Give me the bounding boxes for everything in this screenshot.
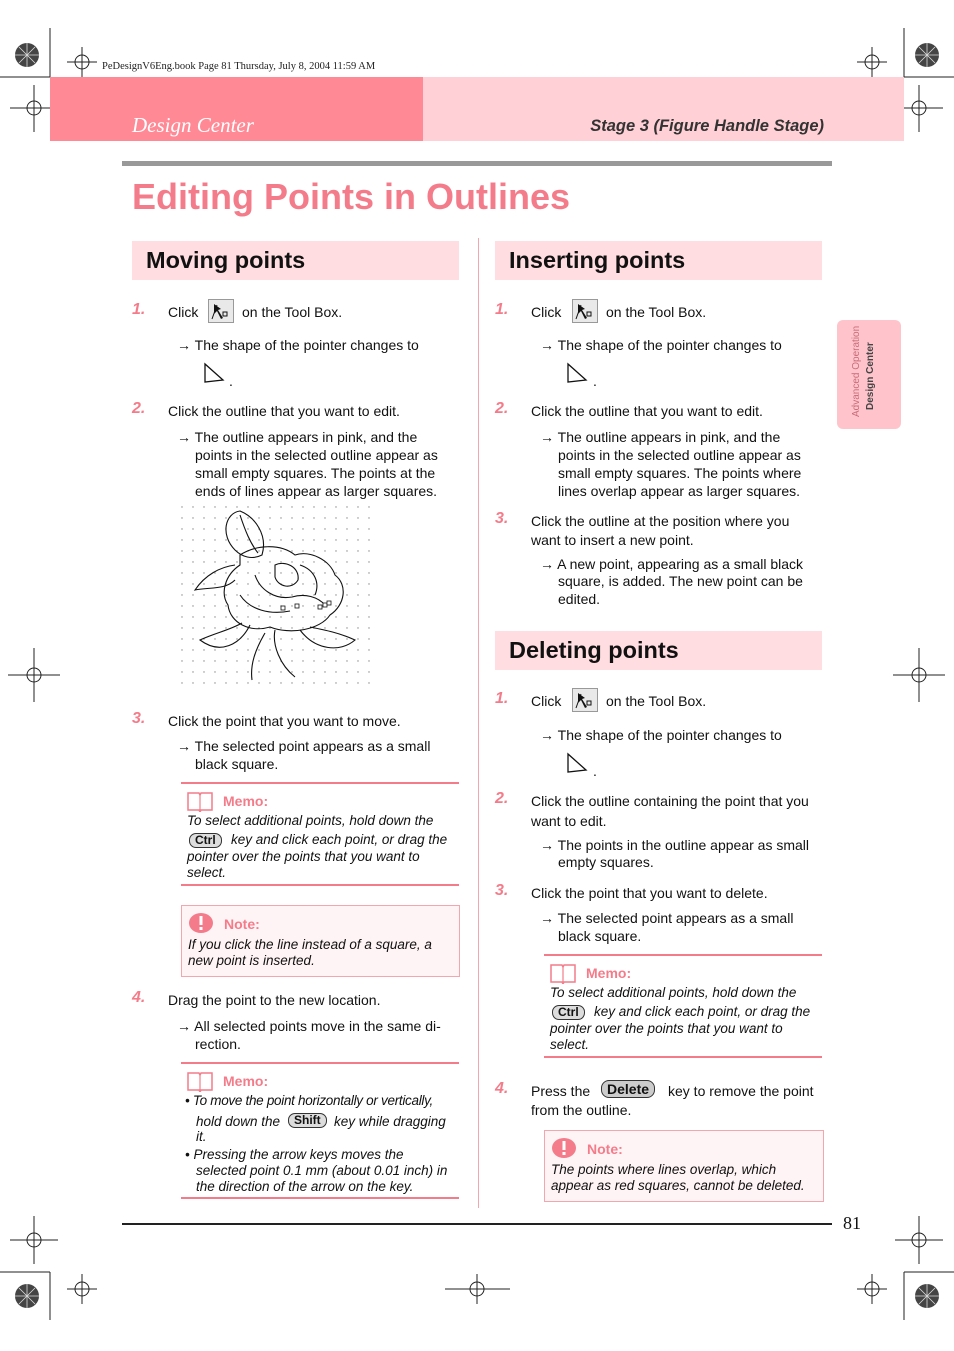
book-icon <box>187 790 213 812</box>
step-number: 1. <box>495 301 509 318</box>
step-number: 3. <box>495 882 509 899</box>
result-text: small empty squares. The points at the <box>195 465 436 481</box>
rose-outline-illustration <box>180 505 375 685</box>
print-metadata: PeDesignV6Eng.book Page 81 Thursday, July 8, 2004 11:59 AM <box>102 61 376 72</box>
memo-text: key and click each point, or drag the <box>231 832 448 847</box>
step-number: 4. <box>132 989 146 1006</box>
note-text: new point is inserted. <box>188 953 315 968</box>
step-number: 4. <box>495 1080 509 1097</box>
pointer-cursor-icon <box>203 362 225 386</box>
step-text: Click the outline that you want to edit. <box>531 403 763 419</box>
result-text: square, is added. The new point can be <box>558 573 803 589</box>
title-rule <box>122 161 832 166</box>
header-section-title: Stage 3 (Figure Handle Stage) <box>590 117 824 135</box>
delete-key: Delete <box>601 1080 655 1099</box>
memo-text: • Pressing the arrow keys moves the <box>185 1147 404 1162</box>
step-text: Click the outline that you want to edit. <box>168 403 400 419</box>
deleting-points-heading: Deleting points <box>495 631 822 670</box>
step-number: 1. <box>132 301 146 318</box>
result-text: black square. <box>558 928 642 944</box>
step-text: Click the point that you want to move. <box>168 713 401 729</box>
step-text: Drag the point to the new location. <box>168 992 381 1008</box>
memo-text: pointer over the points that you want to <box>550 1021 783 1036</box>
result-text: → All selected points move in the same di- <box>177 1018 441 1034</box>
memo-text: • To move the point horizontally or vertically, <box>185 1093 433 1108</box>
result-text: → The outline appears in pink, and the <box>177 429 418 445</box>
point-edit-tool-icon[interactable] <box>572 688 598 712</box>
note-box <box>181 905 460 977</box>
page-number: 81 <box>843 1213 861 1233</box>
step-text: Click <box>531 693 562 709</box>
result-text: empty squares. <box>558 854 654 870</box>
step-text: key to remove the point <box>668 1083 814 1099</box>
memo-box <box>544 954 822 1058</box>
result-text: points in the selected outline appear as <box>195 447 438 463</box>
page-title: Editing Points in Outlines <box>132 176 570 217</box>
memo-text: key and click each point, or drag the <box>594 1004 811 1019</box>
inserting-points-heading: Inserting points <box>495 241 822 280</box>
memo-text: the direction of the arrow on the key. <box>196 1179 414 1194</box>
memo-header: Memo: <box>550 962 576 984</box>
result-text: → The points in the outline appear as small <box>540 837 810 853</box>
memo-text: hold down the <box>196 1114 281 1129</box>
point-edit-tool-icon[interactable] <box>572 299 598 323</box>
warning-icon <box>551 1137 579 1159</box>
result-text: black square. <box>195 756 279 772</box>
step-text: from the outline. <box>531 1102 632 1118</box>
note-text: If you click the line instead of a square, a <box>188 937 432 952</box>
step-text: Click <box>531 304 562 320</box>
note-box <box>544 1130 824 1202</box>
step-number: 2. <box>495 400 509 417</box>
period: . <box>229 373 233 389</box>
note-header: Note: <box>188 912 216 937</box>
step-number: 1. <box>495 690 509 707</box>
period: . <box>593 763 597 779</box>
step-text: Click the outline at the position where you <box>531 513 790 529</box>
memo-box <box>181 782 459 886</box>
warning-icon <box>188 912 216 934</box>
side-tab <box>837 320 901 429</box>
memo-text: pointer over the points that you want to <box>187 849 420 864</box>
result-text: rection. <box>195 1036 241 1052</box>
step-text: Click <box>168 304 199 320</box>
result-text: → The shape of the pointer changes to <box>540 727 782 743</box>
note-text: The points where lines overlap, which <box>551 1162 777 1177</box>
step-text: on the Tool Box. <box>606 693 707 709</box>
result-text: ends of lines appear as larger squares. <box>195 483 438 499</box>
side-tab-line2: Design Center <box>865 342 876 410</box>
header-left-band <box>50 77 423 141</box>
pointer-cursor-icon <box>566 752 588 776</box>
memo-text <box>552 1003 585 1020</box>
book-icon <box>187 1070 213 1092</box>
period: . <box>593 373 597 389</box>
result-text: small empty squares. The points where <box>558 465 802 481</box>
step-text: on the Tool Box. <box>606 304 707 320</box>
memo-text: To select additional points, hold down the <box>187 813 434 828</box>
memo-text: select. <box>187 865 227 880</box>
step-number: 3. <box>132 710 146 727</box>
memo-header: Memo: <box>187 790 213 812</box>
note-text: appear as red squares, cannot be deleted. <box>551 1178 805 1193</box>
result-text: lines overlap appear as larger squares. <box>558 483 801 499</box>
memo-header: Memo: <box>187 1070 213 1092</box>
result-text: → The shape of the pointer changes to <box>540 337 782 353</box>
ctrl-key: Ctrl <box>552 1005 585 1020</box>
ctrl-key: Ctrl <box>189 833 222 848</box>
memo-text <box>288 1111 327 1128</box>
book-icon <box>550 962 576 984</box>
result-text: → The selected point appears as a small <box>540 910 794 926</box>
step-text: on the Tool Box. <box>242 304 343 320</box>
pointer-cursor-icon <box>566 362 588 386</box>
header-right-band <box>423 77 904 141</box>
step-text: Click the point that you want to delete. <box>531 885 768 901</box>
result-text: → A new point, appearing as a small black <box>540 556 804 572</box>
result-text: → The outline appears in pink, and the <box>540 429 781 445</box>
step-number: 2. <box>132 400 146 417</box>
shift-key: Shift <box>288 1113 327 1128</box>
header-chapter-title: Design Center <box>132 113 254 137</box>
memo-text: it. <box>196 1129 207 1144</box>
point-edit-tool-icon[interactable] <box>208 299 234 323</box>
step-number: 2. <box>495 790 509 807</box>
memo-text: select. <box>550 1037 590 1052</box>
column-divider <box>478 238 479 1208</box>
step-text: want to edit. <box>531 813 607 829</box>
step-text: Click the outline containing the point that you <box>531 793 809 809</box>
footer-rule <box>122 1223 832 1225</box>
result-text: points in the selected outline appear as <box>558 447 801 463</box>
memo-text: key while dragging <box>334 1114 446 1129</box>
memo-text: To select additional points, hold down the <box>550 985 797 1000</box>
side-tab-line1: Advanced Operation <box>851 325 862 417</box>
memo-text <box>189 831 222 848</box>
result-text: → The selected point appears as a small <box>177 738 431 754</box>
note-header: Note: <box>551 1137 579 1162</box>
result-text: → The shape of the pointer changes to <box>177 337 419 353</box>
result-text: edited. <box>558 591 601 607</box>
step-number: 3. <box>495 510 509 527</box>
memo-text: selected point 0.1 mm (about 0.01 inch) in <box>196 1163 448 1178</box>
step-text: Press the <box>531 1083 591 1099</box>
step-text: want to insert a new point. <box>531 532 694 548</box>
memo-box <box>181 1062 459 1199</box>
moving-points-heading: Moving points <box>132 241 459 280</box>
